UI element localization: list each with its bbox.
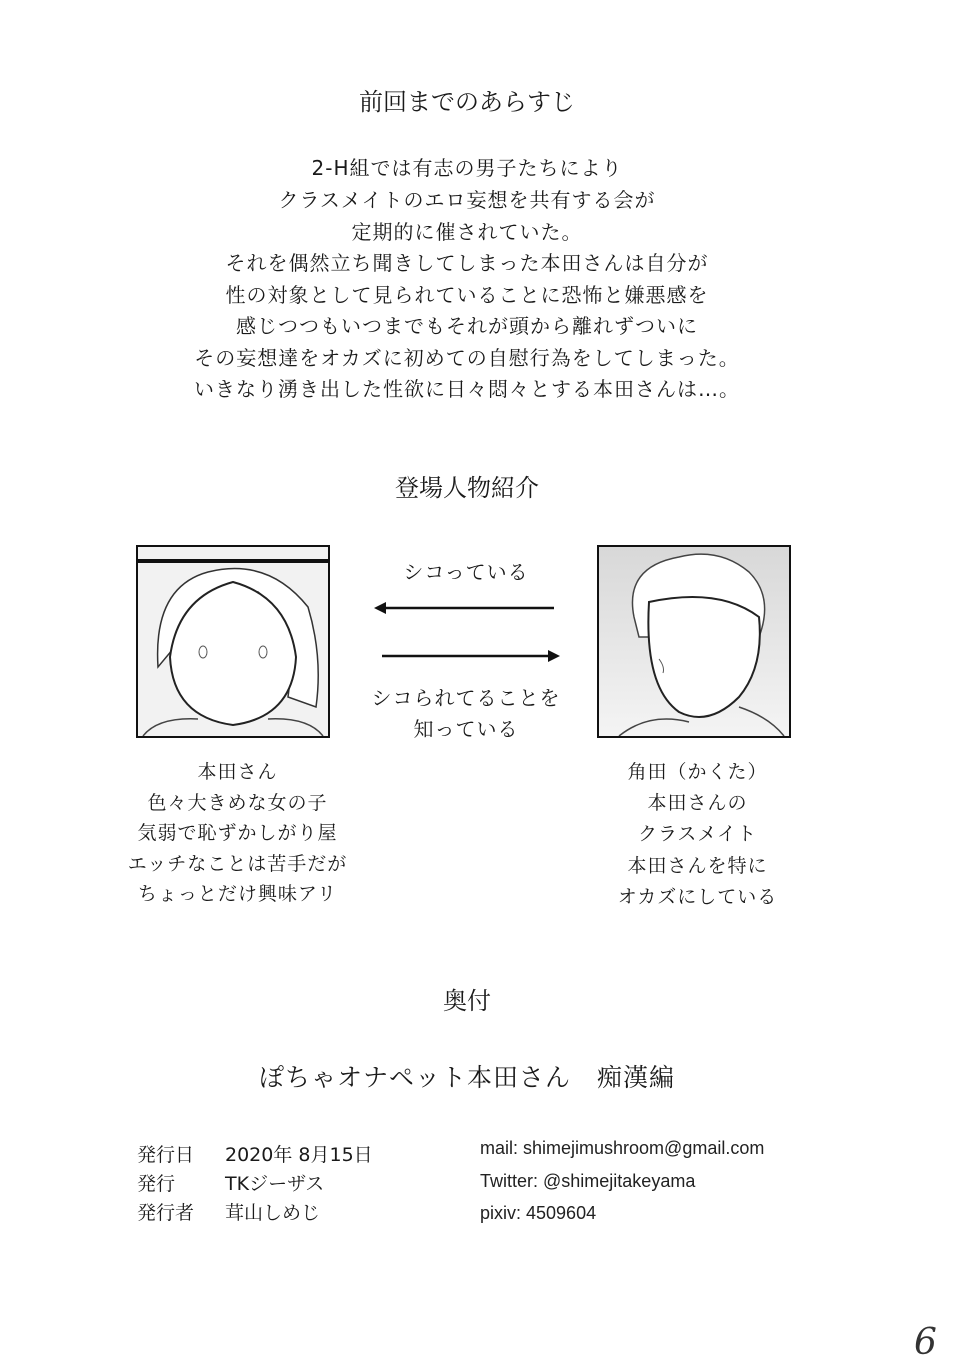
- honda-description: [100, 757, 375, 910]
- colophon-label: 発行日: [137, 1144, 195, 1166]
- synopsis-heading: 前回までのあらすじ: [359, 88, 575, 116]
- colophon-value: TKジーザス: [225, 1173, 325, 1195]
- character-line: ちょっとだけ興味アリ: [137, 883, 338, 905]
- synopsis-line: 定期的に催されていた。: [351, 220, 583, 244]
- arrow-bottom-label-line: シコられてることを: [371, 686, 561, 710]
- arrow-bottom-label-line: 知っている: [413, 717, 519, 741]
- synopsis-line: 感じつつもいつまでもそれが頭から離れずついに: [236, 314, 698, 338]
- contact-pixiv: pixiv: 4509604: [480, 1203, 597, 1223]
- colophon-values: [225, 1141, 373, 1228]
- synopsis-line: 性の対象として見られていることに恐怖と嫌悪感を: [225, 283, 709, 307]
- colophon-label: 発行: [137, 1173, 176, 1195]
- character-line: 本田さんの: [647, 791, 748, 814]
- kakuta-portrait: [597, 545, 791, 738]
- synopsis-line: それを偶然立ち聞きしてしまった本田さんは自分が: [225, 251, 709, 275]
- colophon-labels: [137, 1141, 194, 1228]
- colophon-value: 2020年 8月15日: [225, 1144, 373, 1166]
- contact-twitter: Twitter: @shimejitakeyama: [480, 1170, 696, 1191]
- character-line: 色々大きめな女の子: [147, 791, 328, 814]
- honda-portrait: [136, 545, 330, 738]
- book-title: ぽちゃオナペット本田さん 痴漢編: [258, 1063, 675, 1092]
- characters-heading: 登場人物紹介: [395, 474, 539, 502]
- colophon-label: 発行者: [137, 1202, 195, 1224]
- synopsis-line: その妄想達をオカズに初めての自慰行為をしてしまった。: [194, 346, 740, 370]
- synopsis-line: 2-H組では有志の男子たちにより: [311, 156, 623, 180]
- synopsis-line: クラスメイトのエロ妄想を共有する会が: [278, 188, 656, 212]
- synopsis-line: いきなり湧き出した性欲に日々悶々とする本田さんは…。: [194, 377, 740, 401]
- character-line: クラスメイト: [637, 823, 758, 845]
- character-line: エッチなことは苦手だが: [127, 852, 348, 875]
- character-name: 角田（かくた）: [627, 761, 768, 783]
- page-number: 6: [914, 1322, 937, 1363]
- contact-info: [480, 1132, 764, 1230]
- colophon-value: 茸山しめじ: [225, 1202, 321, 1224]
- contact-mail: mail: shimejimushroom@gmail.com: [480, 1138, 765, 1158]
- arrow-right-icon: [380, 646, 564, 670]
- character-line: 気弱で恥ずかしがり屋: [137, 822, 338, 844]
- character-line: 本田さんを特に: [627, 854, 768, 877]
- character-line: オカズにしている: [617, 886, 778, 908]
- colophon-heading: 奥付: [443, 987, 491, 1015]
- kakuta-description: [580, 757, 815, 914]
- character-name: 本田さん: [197, 761, 278, 783]
- arrow-top-label: シコっている: [403, 560, 529, 584]
- arrow-left-icon: [372, 598, 556, 622]
